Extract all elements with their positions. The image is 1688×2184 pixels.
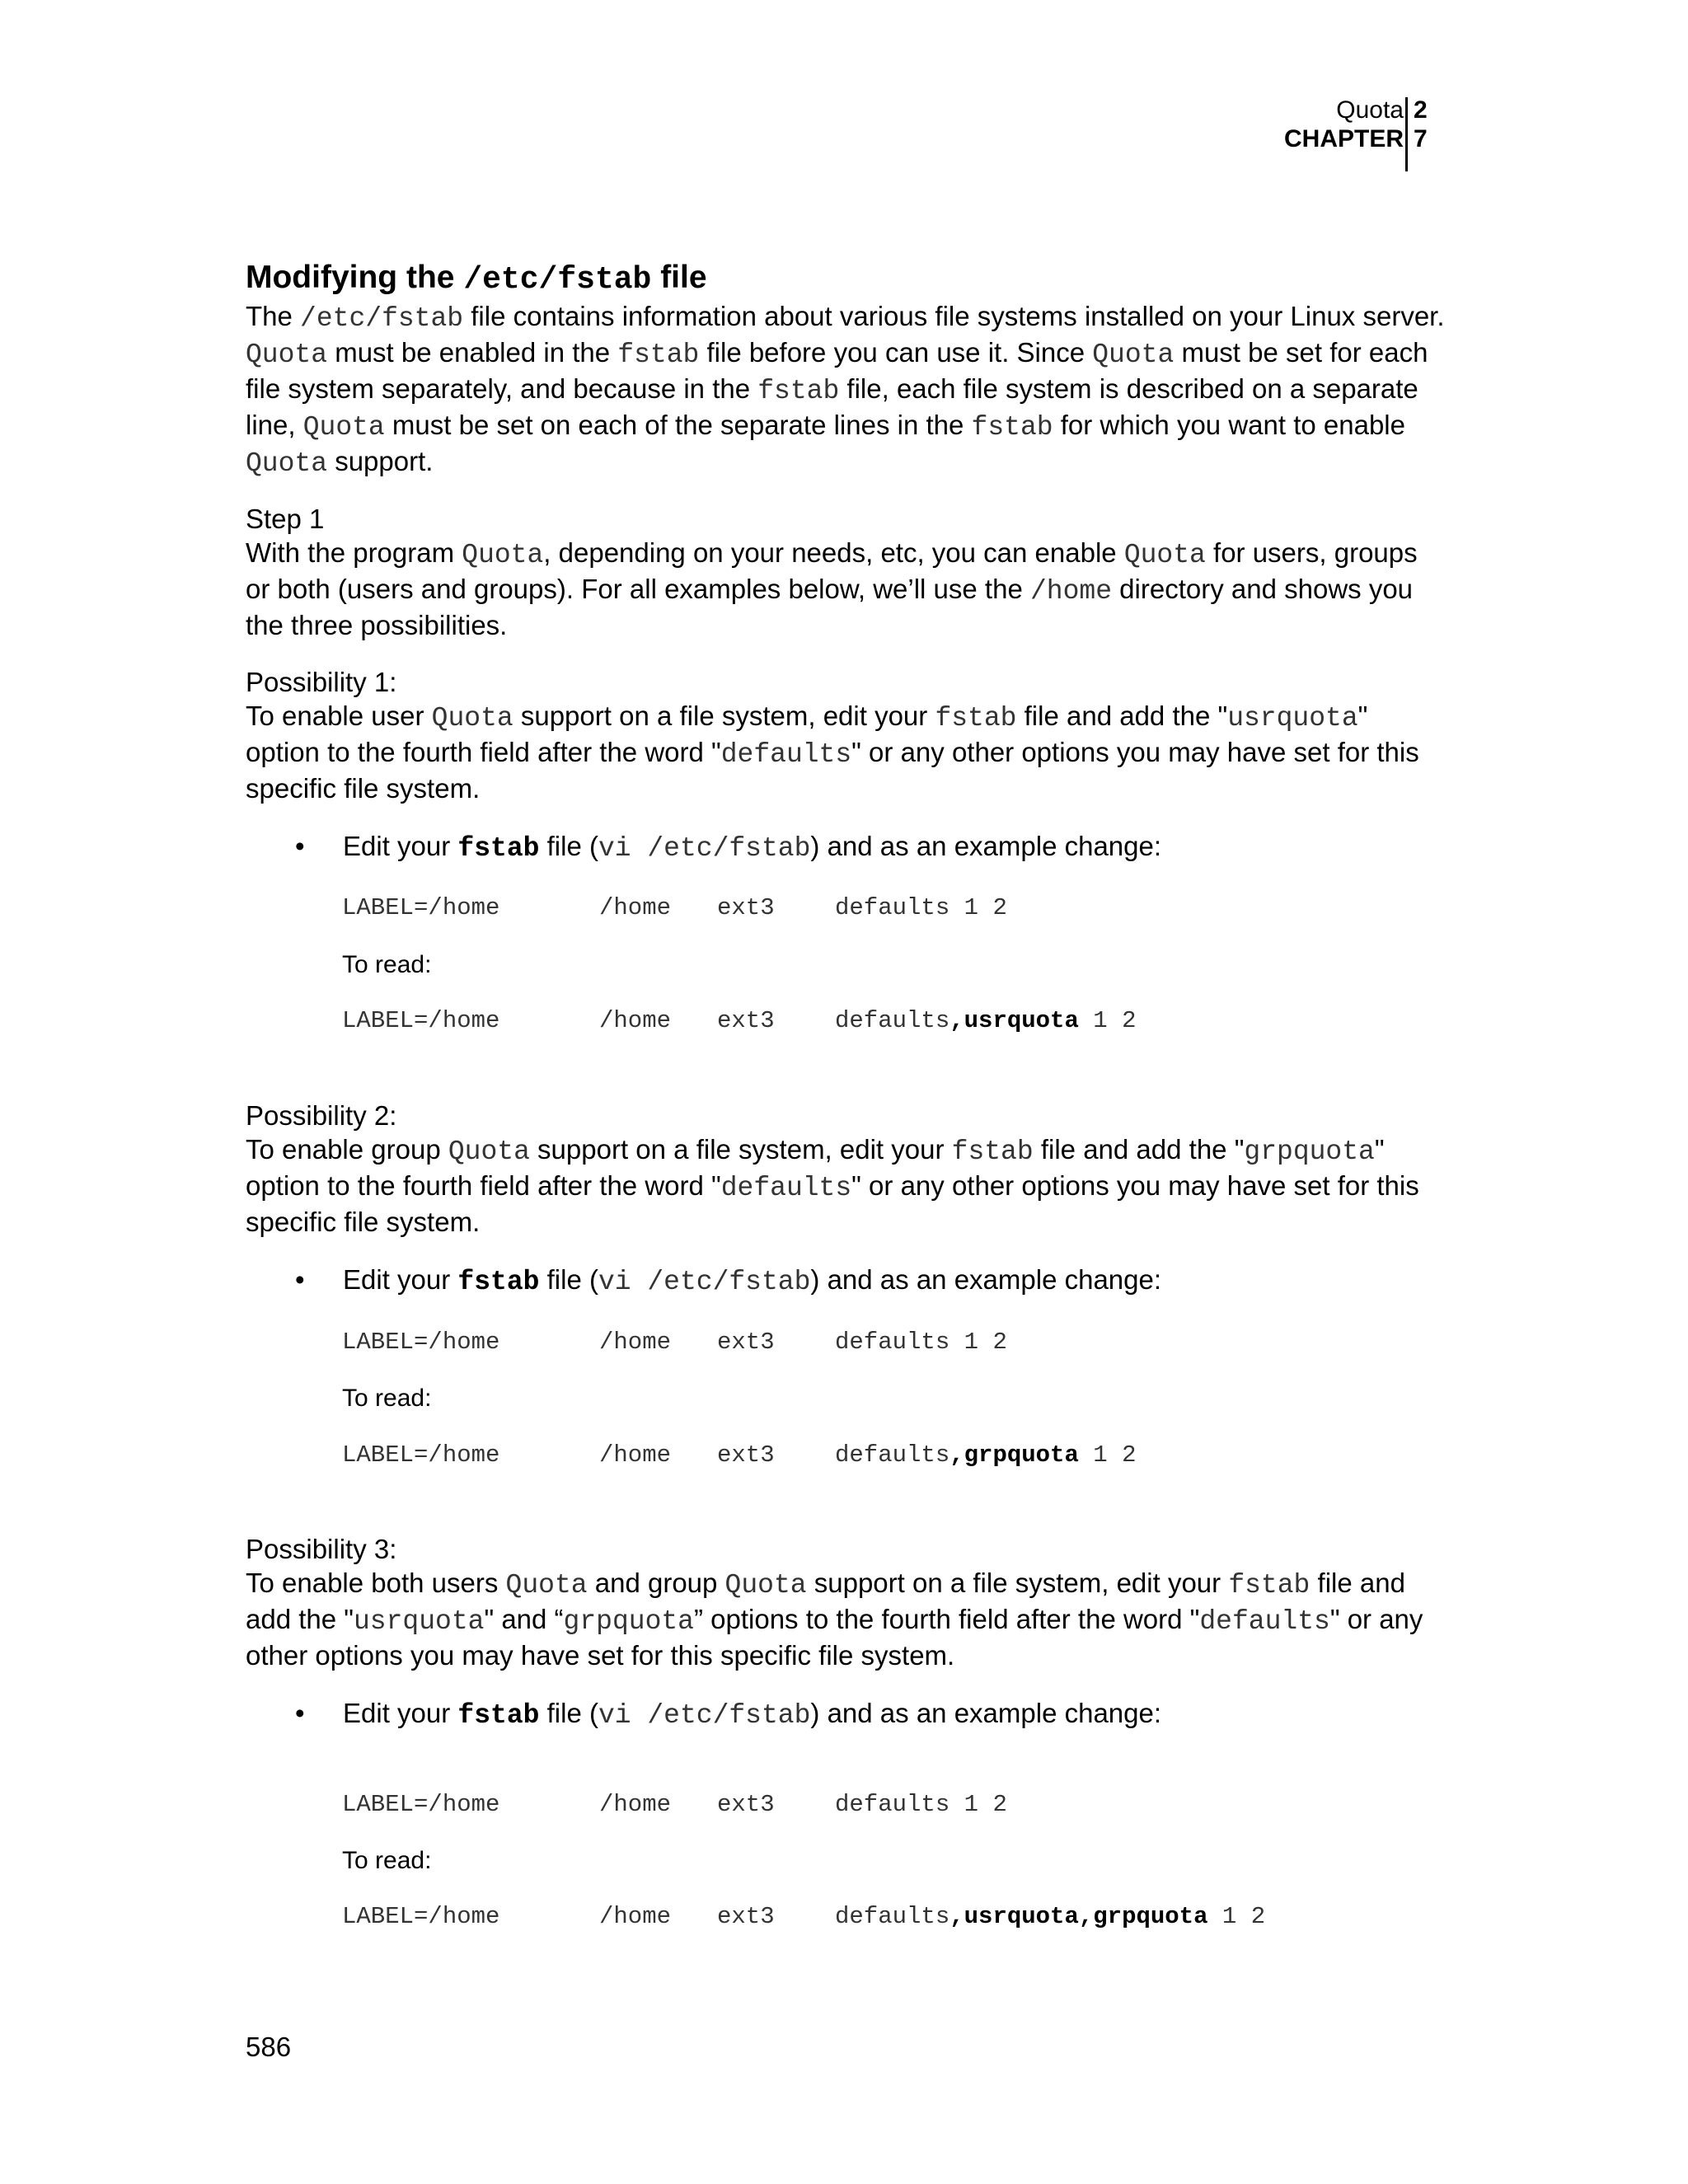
bullet-text: Edit your fstab file (vi /etc/fstab) and as an example change:: [343, 1264, 1162, 1297]
bullet-dot-icon: •: [295, 1264, 305, 1295]
heading-prefix: Modifying the: [246, 260, 464, 295]
header-divider: [1405, 97, 1408, 171]
header-labels: [1284, 96, 1404, 153]
bullet-text: Edit your fstab file (vi /etc/fstab) and as an example change:: [343, 1698, 1162, 1731]
step1-paragraph: With the program Quota, depending on your needs, etc, you can enable Quota for users, groups or both (users and groups). For all examples below, we’ll use the /home directory and shows you the three possibilities.: [246, 537, 1418, 640]
heading-suffix: file: [651, 260, 707, 295]
possibility-1-paragraph: To enable user Quota support on a file system, edit your fstab file and add the "usrquota" option to the fourth field after the word "defaults" or any other options you may have set for this specific file system.: [246, 701, 1419, 804]
chapter-digit-1: 2: [1414, 96, 1428, 124]
heading-code: /etc/fstab: [463, 262, 652, 298]
to-read-label: To read:: [342, 1385, 432, 1412]
chapter-header: [1236, 96, 1451, 178]
possibility-3-label: Possibility 3:: [246, 1534, 397, 1564]
chapter-digit-2: 7: [1414, 125, 1428, 152]
possibility-3-paragraph: To enable both users Quota and group Quota support on a file system, edit your fstab file and add the "usrquota" and “grpquota” options to the fourth field after the word "defaults" or any other options you may have set for this specific file system.: [246, 1568, 1423, 1671]
possibility-2-label: Possibility 2:: [246, 1100, 397, 1131]
intro-paragraph: The /etc/fstab file contains information about various file systems installed on your Linux server. Quota must be enabled in the fstab file before you can use it. Since Quota must be set for each file system separately, and because in the fstab file, each file system is described on a separate line, Quota must be set on each of the separate lines in the fstab for which you want to enable Quota support.: [246, 301, 1445, 479]
to-read-label: To read:: [342, 1847, 432, 1874]
section-heading: [246, 257, 1449, 301]
bullet-dot-icon: •: [295, 831, 305, 861]
step-label: Step 1: [246, 504, 325, 534]
possibility-1-label: Possibility 1:: [246, 667, 397, 697]
header-chapter-label: CHAPTER: [1283, 125, 1404, 152]
header-chapter-number: [1414, 96, 1428, 153]
possibility-2-paragraph: To enable group Quota support on a file system, edit your fstab file and add the "grpquota" option to the fourth field after the word "defaults" or any other options you may have set for this specific file system.: [246, 1134, 1419, 1237]
to-read-label: To read:: [342, 951, 432, 978]
header-title: Quota: [1336, 96, 1404, 124]
bullet-text: Edit your fstab file (vi /etc/fstab) and as an example change:: [343, 831, 1162, 864]
bullet-dot-icon: •: [295, 1698, 305, 1728]
page-number: 586: [246, 2032, 292, 2062]
